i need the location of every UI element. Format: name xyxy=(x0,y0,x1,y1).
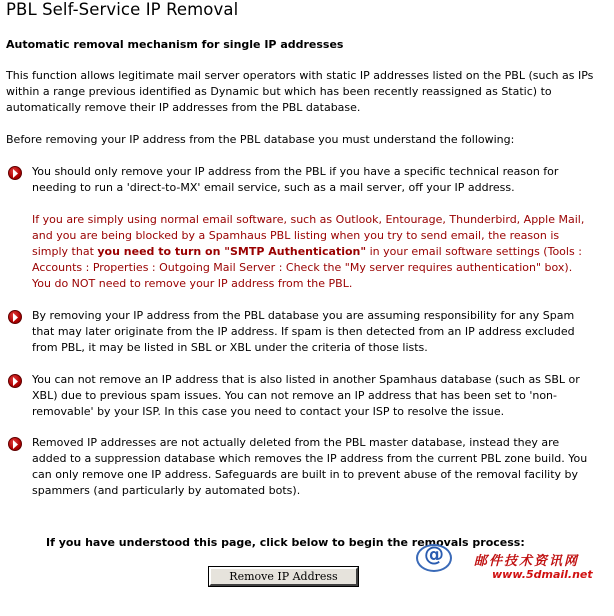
at-sign-icon: @ xyxy=(424,542,444,566)
bullet-text: You should only remove your IP address from the PBL if you have a specific technical reason for needing to run a 'direct-to-MX' email service, such as a mail server, off your IP address. xyxy=(32,165,559,194)
page-subtitle: Automatic removal mechanism for single IP addresses xyxy=(6,38,344,51)
bullet-item-suppression: Removed IP addresses are not actually deleted from the PBL master database, instead they are added to a suppression database which removes the IP address from the current PBL zone build. You can only remove one IP address. Safeguards are built in to prevent abuse of the removal facility by spammers (and particularly by automated bots). xyxy=(32,436,588,497)
remove-ip-address-button[interactable]: Remove IP Address xyxy=(209,567,358,586)
watermark-url: www.5dmail.net xyxy=(492,568,593,581)
page-title: PBL Self-Service IP Removal xyxy=(6,0,239,19)
note-text-part2: in your email software settings (Tools : Accounts : Properties : Outgoing Mail Server : Check the "My server requires authentication" box). You do NOT need to remove your IP address from the PBL. xyxy=(32,245,582,290)
cta-text: If you have understood this page, click below to begin the removals process: xyxy=(46,536,525,549)
note-text-part1: If you are simply using normal email software, such as Outlook, Entourage, Thunderbird, Apple Mail, and you are being blocked by a Spamhaus PBL listing when you try to send email, the reason is simply that xyxy=(32,213,585,258)
red-arrow-bullet-icon xyxy=(8,310,22,324)
red-arrow-bullet-icon xyxy=(8,374,22,388)
watermark-chinese-text: 邮件技术资讯网 xyxy=(474,554,580,569)
red-arrow-bullet-icon xyxy=(8,166,22,180)
bullet-item-direct-mx xyxy=(32,164,592,292)
red-arrow-bullet-icon xyxy=(8,437,22,451)
bullet-item-responsibility: By removing your IP address from the PBL database you are assuming responsibility for any Spam that may later originate from the IP address. If spam is then detected from an IP address excluded from PBL, it may be listed in SBL or XBL under the criteria of those lists. xyxy=(32,309,575,354)
note-text-bold: you need to turn on "SMTP Authentication" xyxy=(97,245,367,258)
before-paragraph: Before removing your IP address from the PBL database you must understand the following: xyxy=(6,133,515,146)
bullet-item-listed-elsewhere: You can not remove an IP address that is also listed in another Spamhaus database (such as SBL or XBL) due to previous spam issues. You can not remove an IP address that has been set to 'non-removable' by your ISP. In this case you need to contact your ISP to resolve the issue. xyxy=(32,373,580,418)
smtp-auth-note xyxy=(32,212,592,292)
watermark-logo xyxy=(414,540,610,586)
intro-paragraph: This function allows legitimate mail server operators with static IP addresses listed on the PBL (such as IPs within a range previous identified as Dynamic but which has been recently reassigned as Static) to automatically remove their IP addresses from the PBL database. xyxy=(6,69,594,114)
